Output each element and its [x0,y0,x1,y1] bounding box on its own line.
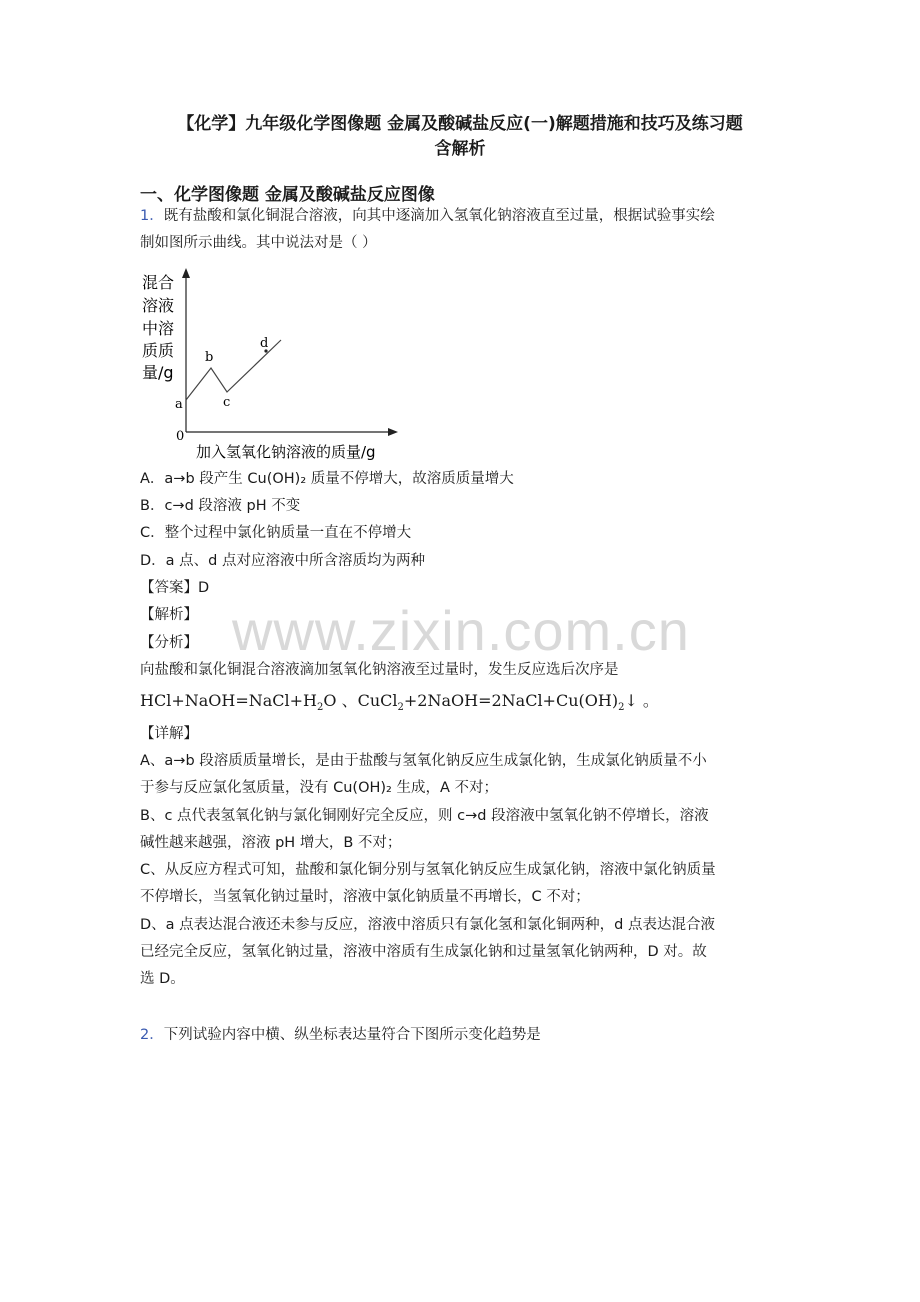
eq-part-2: O 、CuCl [323,691,398,710]
jiexi-label: 【解析】 [140,607,198,623]
detail-line-7: D、a 点表达混合液还未参与反应，溶液中溶质只有氯化氢和氯化铜两种，d 点表达混合液 [140,917,715,933]
reaction-equation [140,688,659,713]
detail-line-5: C、从反应方程式可知，盐酸和氯化铜分别与氢氧化钠反应生成氯化钠，溶液中氯化钠质量 [140,862,716,878]
q1-line-1 [140,206,715,226]
title-line-1: 【化学】九年级化学图像题 金属及酸碱盐反应(一)解题措施和技巧及练习题 [177,114,743,134]
option-c: C．整个过程中氯化钠质量一直在不停增大 [140,525,412,541]
graph-ylabel-2: 溶液 [142,296,175,315]
xiangjie-label: 【详解】 [140,726,198,742]
graph-origin: 0 [176,429,185,444]
graph-xlabel: 加入氢氧化钠溶液的质量/g [196,443,376,461]
section-heading: 一、化学图像题 金属及酸碱盐反应图像 [140,185,435,205]
title-line-2: 含解析 [434,139,486,159]
q2-text: 下列试验内容中横、纵坐标表达量符合下图所示变化趋势是 [163,1027,541,1043]
eq-part-4: ↓ 。 [624,691,659,710]
graph-ylabel-5: 量/g [142,363,174,382]
answer: 【答案】D [140,580,210,596]
watermark: www.zixin.com.cn [232,599,690,662]
eq-sub-3: 2 [618,702,625,714]
eq-part-3: +2NaOH=2NaCl+Cu(OH) [403,691,619,710]
graph-label-d: d [260,336,269,351]
q1-text-2: 制如图所示曲线。其中说法对是（ ） [140,235,377,251]
detail-line-2: 于参与反应氯化氢质量，没有 Cu(OH)₂ 生成，A 不对； [140,780,499,796]
q1-number: 1． [140,208,164,224]
graph-label-c: c [223,395,231,410]
eq-sub-2: 2 [397,702,404,714]
q2-number: 2． [140,1027,164,1043]
option-b: B．c→d 段溶液 pH 不变 [140,498,301,514]
detail-line-1: A、a→b 段溶质质量增长，是由于盐酸与氢氧化钠反应生成氯化钠，生成氯化钠质量不小 [140,753,707,769]
graph-ylabel-3: 中溶 [142,319,175,338]
q2-line [140,1025,541,1045]
graph-ylabel-4: 质质 [142,341,175,360]
graph-label-a: a [175,397,183,412]
detail-line-8: 已经完全反应，氢氧化钠过量，溶液中溶质有生成氯化钠和过量氢氧化钠两种，D 对。故 [140,944,707,960]
fenxi-text: 向盐酸和氯化铜混合溶液滴加氢氧化钠溶液至过量时，发生反应选后次序是 [140,662,619,678]
page-title [130,112,790,162]
q1-graph [138,264,408,464]
graph-ylabel-1: 混合 [142,273,175,292]
detail-line-4: 碱性越来越强，溶液 pH 增大，B 不对； [140,835,402,851]
detail-line-6: 不停增长，当氢氧化钠过量时，溶液中氯化钠质量不再增长，C 不对； [140,889,590,905]
eq-sub-1: 2 [317,702,324,714]
fenxi-label: 【分析】 [140,635,198,651]
option-d: D．a 点、d 点对应溶液中所含溶质均为两种 [140,553,425,569]
detail-line-9: 选 D。 [140,971,185,987]
q1-text-1: 既有盐酸和氯化铜混合溶液，向其中逐滴加入氢氧化钠溶液直至过量，根据试验事实绘 [163,208,715,224]
graph-x-arrow [388,428,398,436]
detail-line-3: B、c 点代表氢氧化钠与氯化铜刚好完全反应，则 c→d 段溶液中氢氧化钠不停增长，溶液 [140,808,709,824]
graph-y-arrow [182,268,190,278]
graph-label-b: b [205,350,214,365]
option-a: A．a→b 段产生 Cu(OH)₂ 质量不停增大，故溶质质量增大 [140,471,514,487]
eq-part-1: HCl+NaOH=NaCl+H [140,691,317,710]
